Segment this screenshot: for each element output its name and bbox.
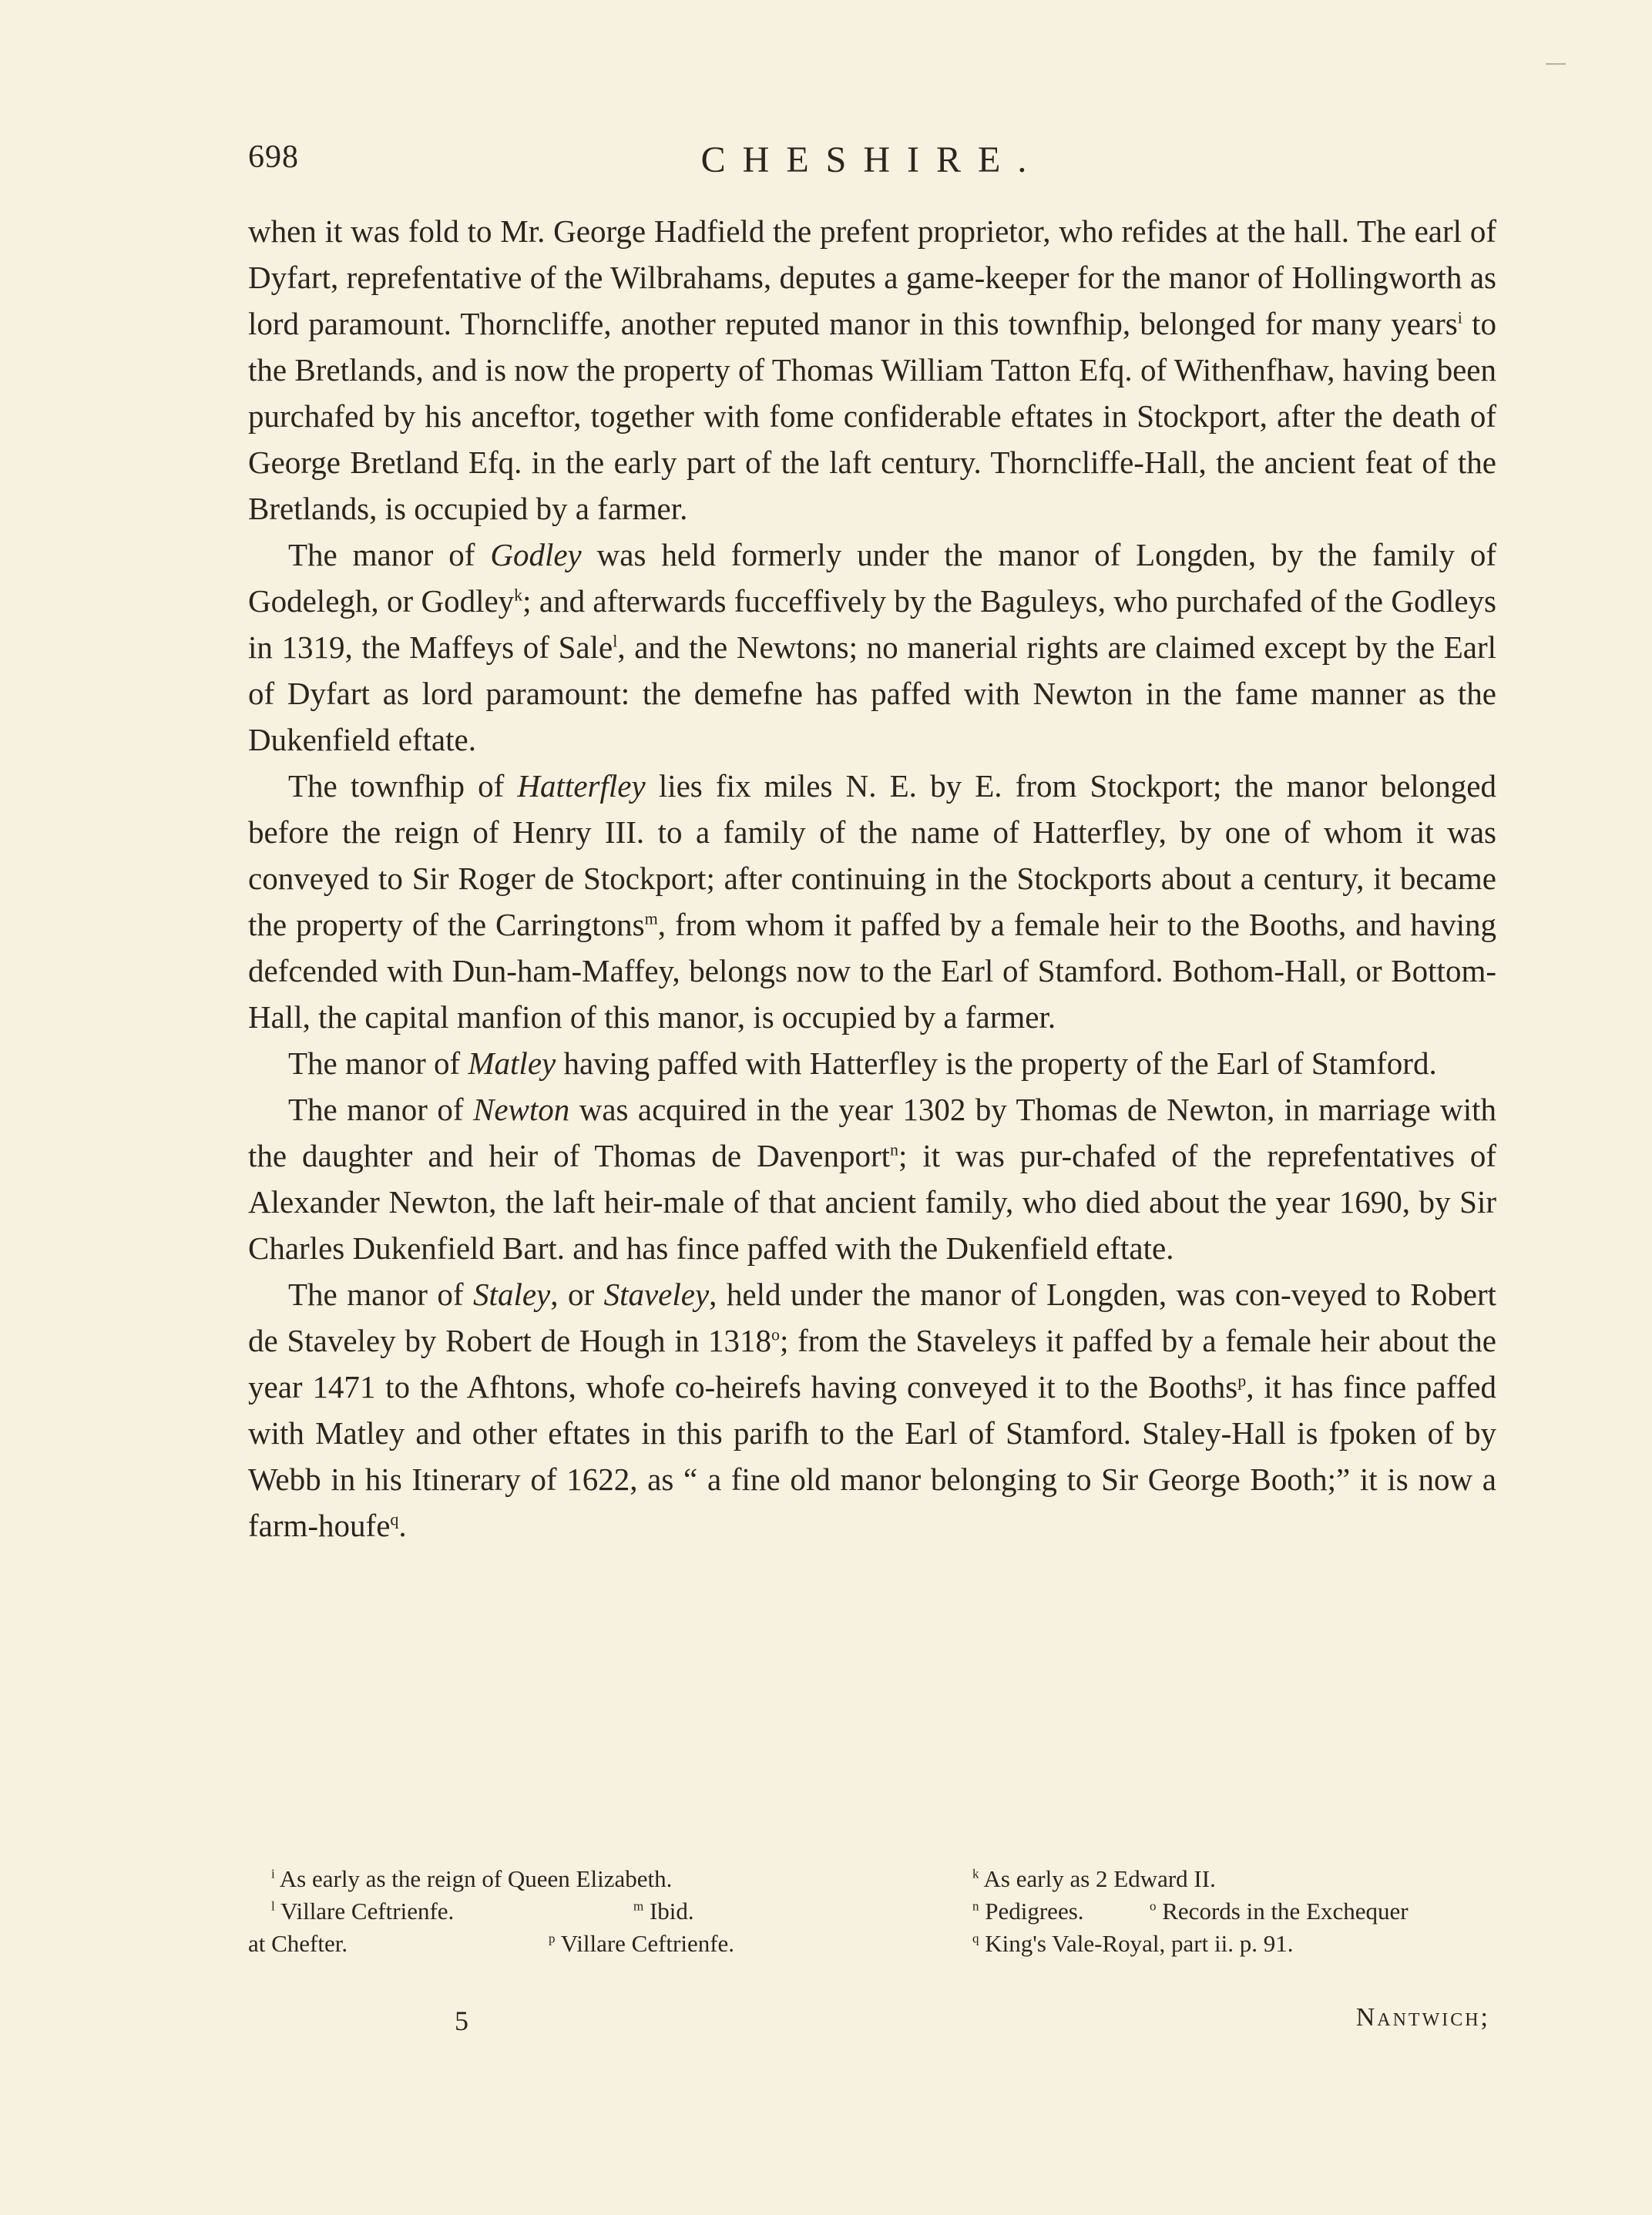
text-run: ; and afterwards fucceffively by the Baguleys, who purchafed of the Godleys in 1319, the Maffeys of Sale xyxy=(248,583,1496,665)
text-run: The townfhip of xyxy=(288,768,518,804)
catchword: Nantwich; xyxy=(1355,2003,1490,2032)
footnote-ref: p xyxy=(1237,1371,1247,1391)
paragraph-matley xyxy=(248,1040,1496,1086)
text-run: . xyxy=(398,1508,407,1543)
footnote xyxy=(633,1895,694,1928)
place-name: Matley xyxy=(468,1045,556,1081)
footnote-ref: k xyxy=(514,585,523,605)
text-run: , held under the manor of Longden, was con-veyed to Robert de Staveley by Robert de Hough in 1318 xyxy=(248,1277,1496,1358)
place-name: Hatterfley xyxy=(517,768,646,804)
footnote-text: Villare Ceftrienfe. xyxy=(280,1898,455,1925)
body-text xyxy=(248,208,1496,1549)
page-header xyxy=(248,139,1496,193)
paragraph-staley xyxy=(248,1271,1496,1549)
footnote-ref: m xyxy=(644,908,658,928)
footnote-row xyxy=(248,1863,1496,1895)
paragraph-newton xyxy=(248,1086,1496,1271)
footnote-mark: n xyxy=(972,1898,979,1914)
text-run: when it was fold to Mr. George Hadfield the prefent proprietor, who refides at the hall. The earl of Dyfart, reprefentative of the Wilbrahams, deputes a game-keeper for the manor of Hollingworth as lord paramount. Thorncliffe, another reputed manor in this townfhip, belonged for many years xyxy=(248,213,1496,341)
footnote-ref: i xyxy=(1457,307,1462,327)
place-name: Newton xyxy=(472,1092,570,1127)
footnote xyxy=(248,1928,348,1960)
footnote-mark: i xyxy=(271,1866,275,1881)
text-run: was acquired in the year 1302 by Thomas de Newton, in marriage with the daughter and heir of Thomas de Davenport xyxy=(248,1092,1496,1173)
text-run: The manor of xyxy=(288,1277,474,1312)
text-run: having paffed with Hatterfley is the property of the Earl of Stamford. xyxy=(556,1045,1437,1081)
footnote xyxy=(271,1863,672,1895)
footnote-mark: o xyxy=(1150,1898,1157,1914)
text-run: ; it was pur-chafed of the reprefentatives of Alexander Newton, the laft heir-male of that ancient family, who died about the year 1690, by Sir Charles Dukenfield Bart. and has fince paffed with the Dukenfield eftate. xyxy=(248,1138,1496,1266)
text-run: ; from the Staveleys it paffed by a female heir about the year 1471 to the Afhtons, whofe co-heirefs having conveyed it to the Booths xyxy=(248,1323,1496,1405)
footnote-text: Ibid. xyxy=(649,1898,694,1925)
footnote-row xyxy=(248,1895,1496,1928)
footnote-text: As early as 2 Edward II. xyxy=(983,1865,1216,1892)
paragraph-thorncliffe xyxy=(248,208,1496,532)
footnote-mark: p xyxy=(549,1931,556,1946)
footnote-text: As early as the reign of Queen Elizabeth. xyxy=(279,1865,673,1892)
place-name: Staveley xyxy=(603,1277,710,1312)
text-run: was held formerly under the manor of Longden, by the family of Godelegh, or Godley xyxy=(248,537,1497,619)
footnote-text: Records in the Exchequer xyxy=(1162,1898,1409,1925)
place-name: Staley xyxy=(473,1277,551,1312)
footnote xyxy=(271,1895,454,1928)
footnote-text: King's Vale-Royal, part ii. p. 91. xyxy=(985,1930,1294,1957)
text-run: The manor of xyxy=(288,1092,473,1127)
footnote xyxy=(972,1895,1084,1928)
footnote-mark: m xyxy=(633,1898,644,1914)
page-edge-mark xyxy=(1546,63,1566,65)
footnotes xyxy=(248,1863,1496,1960)
footnote-row xyxy=(248,1928,1496,1960)
text-run: , it has fince paffed with Matley and other eftates in this parifh to the Earl of Stamford. Staley-Hall is fpoken of by Webb in his Itinerary of 1622, as “ a fine old manor belonging to Sir George Booth;” it is now a farm-houfe xyxy=(248,1369,1497,1543)
footnote xyxy=(972,1863,1216,1895)
footnote-mark: k xyxy=(972,1866,979,1881)
place-name: Godley xyxy=(490,537,582,572)
footnote-text: at Chefter. xyxy=(248,1930,348,1957)
footnote-mark: q xyxy=(972,1931,979,1946)
text-run: , and the Newtons; no manerial rights are claimed except by the Earl of Dyfart as lord paramount: the demefne has paffed with Newton in the fame manner as the Dukenfield eftate. xyxy=(248,629,1496,757)
footnote-mark: l xyxy=(271,1898,275,1914)
paragraph-hattersley xyxy=(248,763,1496,1040)
footnote-ref: l xyxy=(613,631,618,651)
text-run: The manor of xyxy=(288,1045,468,1081)
page-number: 698 xyxy=(248,139,299,175)
footnote-text: Pedigrees. xyxy=(985,1898,1084,1925)
running-head: CHESHIRE. xyxy=(700,139,1044,180)
signature-mark: 5 xyxy=(455,2005,468,2036)
footnote-ref: o xyxy=(771,1324,780,1344)
text-run: to the Bretlands, and is now the property of Thomas William Tatton Efq. of Withenfhaw, having been purchafed by his anceftor, together with fome confiderable eftates in Stockport, after the death of George Bretland Efq. in the early part of the laft century. Thorncliffe-Hall, the ancient feat of the Bretlands, is occupied by a farmer. xyxy=(248,306,1496,526)
text-run: , or xyxy=(550,1277,604,1312)
text-run: The manor of xyxy=(288,537,491,572)
footnote xyxy=(549,1928,734,1960)
footnote xyxy=(1150,1895,1409,1928)
footnote-ref: q xyxy=(390,1509,399,1529)
paragraph-godley xyxy=(248,532,1496,763)
text-run: lies fix miles N. E. by E. from Stockport; the manor belonged before the reign of Henry III. to a family of the name of Hatterfley, by one of whom it was conveyed to Sir Roger de Stockport; after continuing in the Stockports about a century, it became the property of the Carringtons xyxy=(248,768,1496,942)
footnote-ref: n xyxy=(890,1139,899,1160)
text-run: , from whom it paffed by a female heir to the Booths, and having defcended with Dun-ham-Maffey, belongs now to the Earl of Stamford. Bothom-Hall, or Bottom-Hall, the capital manfion of this manor, is occupied by a farmer. xyxy=(248,907,1496,1035)
footnote xyxy=(972,1928,1293,1960)
footnote-text: Villare Ceftrienfe. xyxy=(560,1930,735,1957)
